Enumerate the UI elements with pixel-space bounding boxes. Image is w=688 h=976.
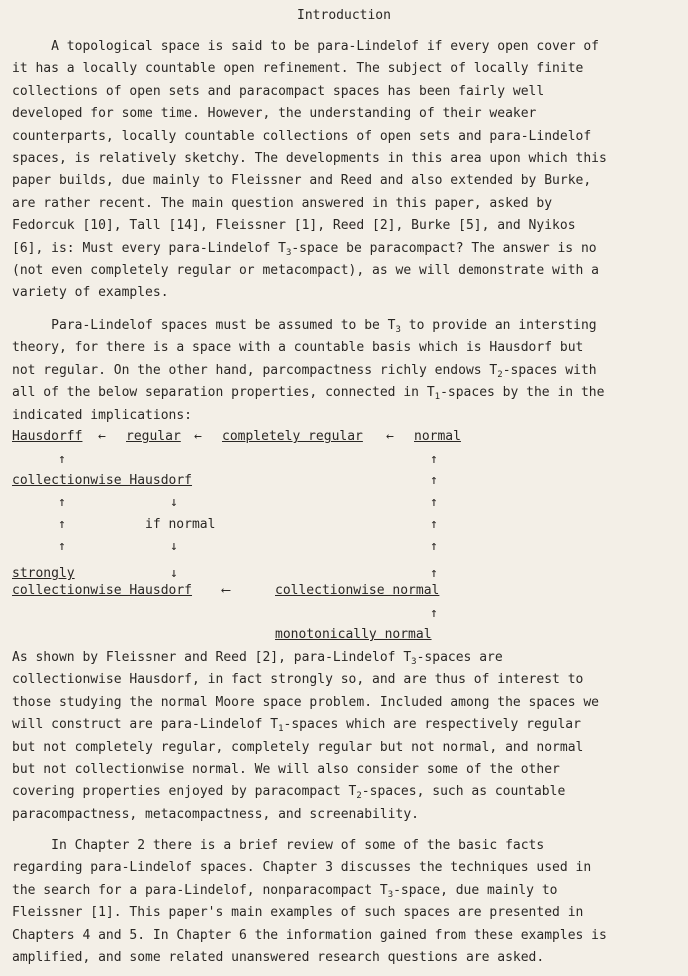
- text-line: amplified, and some related unanswered research questions are asked.: [12, 949, 545, 965]
- up-arrow-icon: ↑: [430, 606, 438, 621]
- diagram-collectionwise-normal: collectionwise normal: [275, 583, 440, 598]
- paragraph-fleissner-reed: [12, 647, 682, 826]
- down-arrow-icon: ↓: [170, 539, 178, 554]
- text-line: all of the below separation properties, connected in $T_1$-spaces by the in the: [12, 385, 605, 403]
- up-arrow-icon: ↑: [58, 539, 66, 554]
- up-arrow-icon: ↑: [430, 473, 438, 488]
- text-line: the search for a para-Lindelof, nonparacompact $T_3$-space, due mainly to: [12, 882, 558, 900]
- text-line: Fedorcuk [10], Tall [14], Fleissner [1], Reed [2], Burke [5], and Nyikos: [12, 218, 576, 234]
- up-arrow-icon: ↑: [430, 566, 438, 581]
- text-line: variety of examples.: [12, 285, 169, 301]
- text-line: In Chapter 2 there is a brief review of some of the basic facts: [12, 838, 545, 853]
- diagram-arrow-left-1: ←: [98, 429, 106, 444]
- diagram-long-arrow-left: ⟵: [222, 583, 230, 598]
- diagram-monotonically-normal: monotonically normal: [275, 627, 432, 642]
- up-arrow-icon: ↑: [58, 452, 66, 467]
- text-line: regarding para-Lindelof spaces. Chapter 3 discusses the techniques used in: [12, 860, 592, 876]
- text-line: A topological space is said to be para-Lindelof if every open cover of: [12, 39, 599, 54]
- diagram-completely-regular: completely regular: [222, 429, 363, 444]
- text-line: theory, for there is a space with a countable basis which is Hausdorf but: [12, 340, 584, 356]
- text-line: paper builds, due mainly to Fleissner and Reed and also extended by Burke,: [12, 173, 592, 189]
- up-arrow-icon: ↑: [430, 539, 438, 554]
- diagram-strongly-collectionwise-hausdorf: collectionwise Hausdorf: [12, 583, 193, 598]
- diagram-hausdorff: Hausdorff: [12, 429, 83, 444]
- text-line: [6], is: Must every para-Lindelof $T_3$-space be paracompact? The answer is no: [12, 240, 597, 258]
- diagram-arrow-left-2: ←: [194, 429, 202, 444]
- text-line: but not collectionwise normal. We will also consider some of the other: [12, 761, 560, 777]
- up-arrow-icon: ↑: [430, 452, 438, 467]
- diagram-strongly: strongly: [12, 566, 75, 581]
- text-line: Fleissner [1]. This paper's main examples of such spaces are presented in: [12, 905, 584, 921]
- page-title: Introduction: [297, 8, 391, 23]
- text-line: As shown by Fleissner and Reed [2], para-Lindelof $T_3$-spaces are: [12, 650, 503, 667]
- text-line: Chapters 4 and 5. In Chapter 6 the information gained from these examples is: [12, 927, 607, 943]
- text-line: paracompactness, metacompactness, and screenability.: [12, 806, 419, 822]
- up-arrow-icon: ↑: [58, 495, 66, 510]
- diagram-collectionwise-hausdorf: collectionwise Hausdorf: [12, 473, 193, 488]
- up-arrow-icon: ↑: [430, 517, 438, 532]
- text-line: those studying the normal Moore space problem. Included among the spaces we: [12, 694, 599, 710]
- paragraph-chapters: [12, 835, 682, 969]
- text-line: it has a locally countable open refinement. The subject of locally finite: [12, 61, 584, 77]
- text-line: (not even completely regular or metacompact), as we will demonstrate with a: [12, 262, 599, 278]
- diagram-normal: normal: [414, 429, 461, 444]
- text-line: will construct are para-Lindelof $T_1$-spaces which are respectively regular: [12, 717, 581, 735]
- text-line: developed for some time. However, the understanding of their weaker: [12, 106, 537, 122]
- text-line: not regular. On the other hand, parcompactness richly endows $T_2$-spaces with: [12, 362, 597, 380]
- text-line: but not completely regular, completely regular but not normal, and normal: [12, 739, 584, 755]
- text-line: collections of open sets and paracompact spaces has been fairly well: [12, 83, 545, 99]
- diagram-arrow-left-3: ←: [386, 429, 394, 444]
- diagram-regular: regular: [126, 429, 181, 444]
- up-arrow-icon: ↑: [58, 517, 66, 532]
- text-line: Para-Lindelof spaces must be assumed to be $T_3$ to provide an intersting: [12, 318, 597, 335]
- text-line: counterparts, locally countable collections of open sets and para-Lindelof: [12, 128, 592, 144]
- text-line: indicated implications:: [12, 407, 193, 423]
- down-arrow-icon: ↓: [170, 495, 178, 510]
- up-arrow-icon: ↑: [430, 495, 438, 510]
- diagram-if-normal: if normal: [145, 517, 216, 532]
- text-line: collectionwise Hausdorf, in fact strongly so, and are thus of interest to: [12, 672, 584, 688]
- text-line: spaces, is relatively sketchy. The developments in this area upon which this: [12, 150, 607, 166]
- text-line: are rather recent. The main question answered in this paper, asked by: [12, 195, 553, 211]
- text-line: covering properties enjoyed by paracompact $T_2$-spaces, such as countable: [12, 784, 566, 802]
- down-arrow-icon: ↓: [170, 566, 178, 581]
